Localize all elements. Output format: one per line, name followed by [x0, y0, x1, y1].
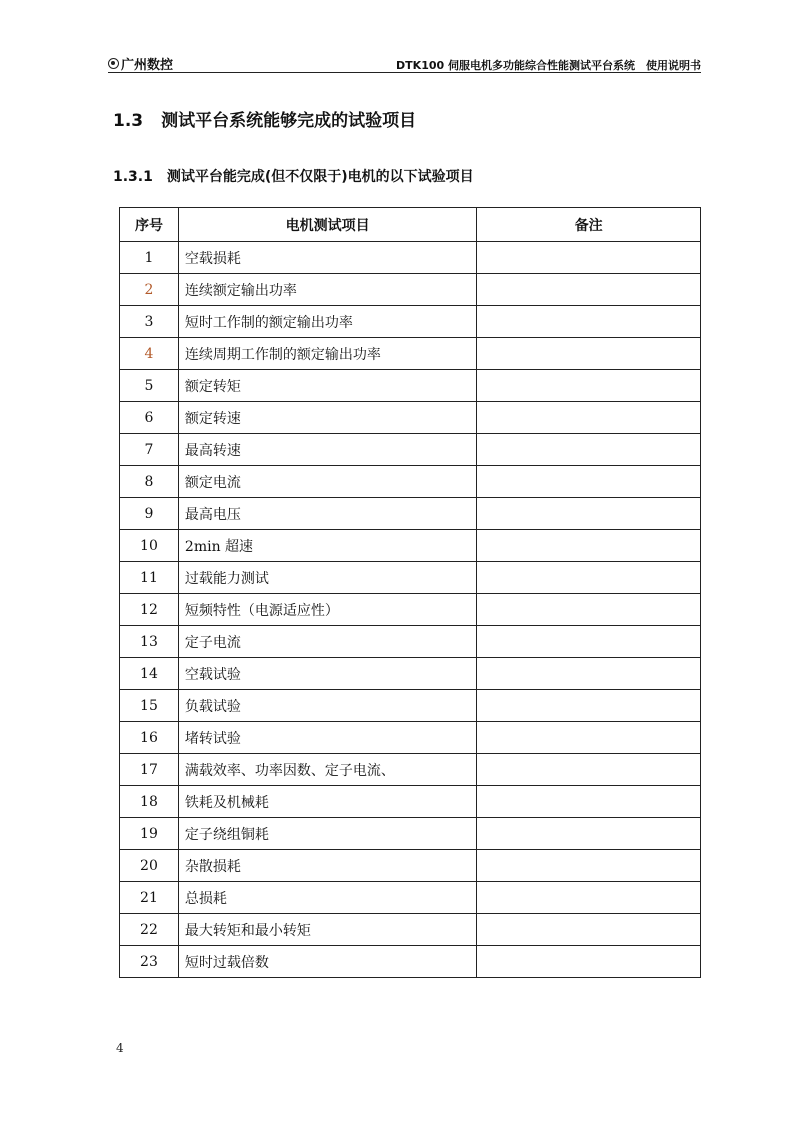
document-title: DTK100 伺服电机多功能综合性能测试平台系统 使用说明书	[396, 59, 701, 72]
table-row	[120, 818, 701, 850]
remark-cell	[477, 594, 701, 626]
subsection-title: 测试平台能完成(但不仅限于)电机的以下试验项目	[166, 169, 474, 185]
page-header	[108, 52, 701, 73]
row-number: 18	[120, 786, 179, 818]
test-item: 空载损耗	[178, 242, 476, 274]
remark-cell	[477, 402, 701, 434]
remark-cell	[477, 626, 701, 658]
remark-cell	[477, 946, 701, 978]
test-item: 连续额定输出功率	[178, 274, 476, 306]
test-item: 铁耗及机械耗	[178, 786, 476, 818]
table-row	[120, 242, 701, 274]
table-header-row	[120, 208, 701, 242]
section-heading	[113, 106, 416, 131]
header-test-item: 电机测试项目	[178, 208, 476, 242]
row-number: 1	[120, 242, 179, 274]
row-number: 11	[120, 562, 179, 594]
table-row	[120, 530, 701, 562]
remark-cell	[477, 434, 701, 466]
remark-cell	[477, 754, 701, 786]
remark-cell	[477, 338, 701, 370]
remark-cell	[477, 498, 701, 530]
table-row	[120, 722, 701, 754]
table-row	[120, 562, 701, 594]
test-item: 额定转速	[178, 402, 476, 434]
table-row	[120, 338, 701, 370]
test-item: 最高转速	[178, 434, 476, 466]
table-row	[120, 658, 701, 690]
test-item: 连续周期工作制的额定输出功率	[178, 338, 476, 370]
test-item: 满载效率、功率因数、定子电流、	[178, 754, 476, 786]
subsection-number: 1.3.1	[113, 169, 153, 185]
test-item: 短时过载倍数	[178, 946, 476, 978]
row-number: 21	[120, 882, 179, 914]
row-number: 12	[120, 594, 179, 626]
test-item: 负载试验	[178, 690, 476, 722]
row-number: 9	[120, 498, 179, 530]
table-row	[120, 850, 701, 882]
test-item: 堵转试验	[178, 722, 476, 754]
table-row	[120, 786, 701, 818]
table-row	[120, 626, 701, 658]
page-number: 4	[116, 1041, 124, 1055]
row-number: 4	[120, 338, 179, 370]
test-item: 最高电压	[178, 498, 476, 530]
row-number: 10	[120, 530, 179, 562]
test-item: 额定转矩	[178, 370, 476, 402]
test-item: 额定电流	[178, 466, 476, 498]
logo-icon	[108, 58, 119, 69]
row-number: 13	[120, 626, 179, 658]
logo-text: 广州数控	[121, 57, 174, 73]
test-item: 短频特性（电源适应性）	[178, 594, 476, 626]
table-row	[120, 946, 701, 978]
row-number: 22	[120, 914, 179, 946]
row-number: 8	[120, 466, 179, 498]
table-row	[120, 882, 701, 914]
remark-cell	[477, 690, 701, 722]
row-number: 15	[120, 690, 179, 722]
test-item: 定子绕组铜耗	[178, 818, 476, 850]
test-item: 总损耗	[178, 882, 476, 914]
remark-cell	[477, 274, 701, 306]
table-row	[120, 754, 701, 786]
remark-cell	[477, 370, 701, 402]
row-number: 6	[120, 402, 179, 434]
row-number: 19	[120, 818, 179, 850]
remark-cell	[477, 722, 701, 754]
remark-cell	[477, 882, 701, 914]
remark-cell	[477, 850, 701, 882]
test-item: 杂散损耗	[178, 850, 476, 882]
remark-cell	[477, 530, 701, 562]
test-item: 最大转矩和最小转矩	[178, 914, 476, 946]
remark-cell	[477, 562, 701, 594]
test-items-table	[119, 207, 701, 978]
test-item: 过载能力测试	[178, 562, 476, 594]
row-number: 14	[120, 658, 179, 690]
row-number: 17	[120, 754, 179, 786]
row-number: 2	[120, 274, 179, 306]
remark-cell	[477, 914, 701, 946]
row-number: 3	[120, 306, 179, 338]
table-row	[120, 306, 701, 338]
row-number: 16	[120, 722, 179, 754]
table-row	[120, 498, 701, 530]
subsection-heading	[113, 166, 474, 186]
row-number: 20	[120, 850, 179, 882]
remark-cell	[477, 786, 701, 818]
table-row	[120, 434, 701, 466]
section-title: 测试平台系统能够完成的试验项目	[161, 111, 417, 131]
table-row	[120, 914, 701, 946]
remark-cell	[477, 818, 701, 850]
row-number: 5	[120, 370, 179, 402]
table-row	[120, 690, 701, 722]
test-item: 2min 超速	[178, 530, 476, 562]
section-number: 1.3	[113, 111, 144, 131]
test-item: 定子电流	[178, 626, 476, 658]
table-row	[120, 274, 701, 306]
header-remarks: 备注	[477, 208, 701, 242]
remark-cell	[477, 242, 701, 274]
table-row	[120, 466, 701, 498]
table-row	[120, 370, 701, 402]
remark-cell	[477, 306, 701, 338]
remark-cell	[477, 658, 701, 690]
table-row	[120, 594, 701, 626]
company-logo	[108, 55, 173, 71]
row-number: 23	[120, 946, 179, 978]
remark-cell	[477, 466, 701, 498]
test-item: 空载试验	[178, 658, 476, 690]
row-number: 7	[120, 434, 179, 466]
header-serial: 序号	[120, 208, 179, 242]
test-item: 短时工作制的额定输出功率	[178, 306, 476, 338]
table-row	[120, 402, 701, 434]
